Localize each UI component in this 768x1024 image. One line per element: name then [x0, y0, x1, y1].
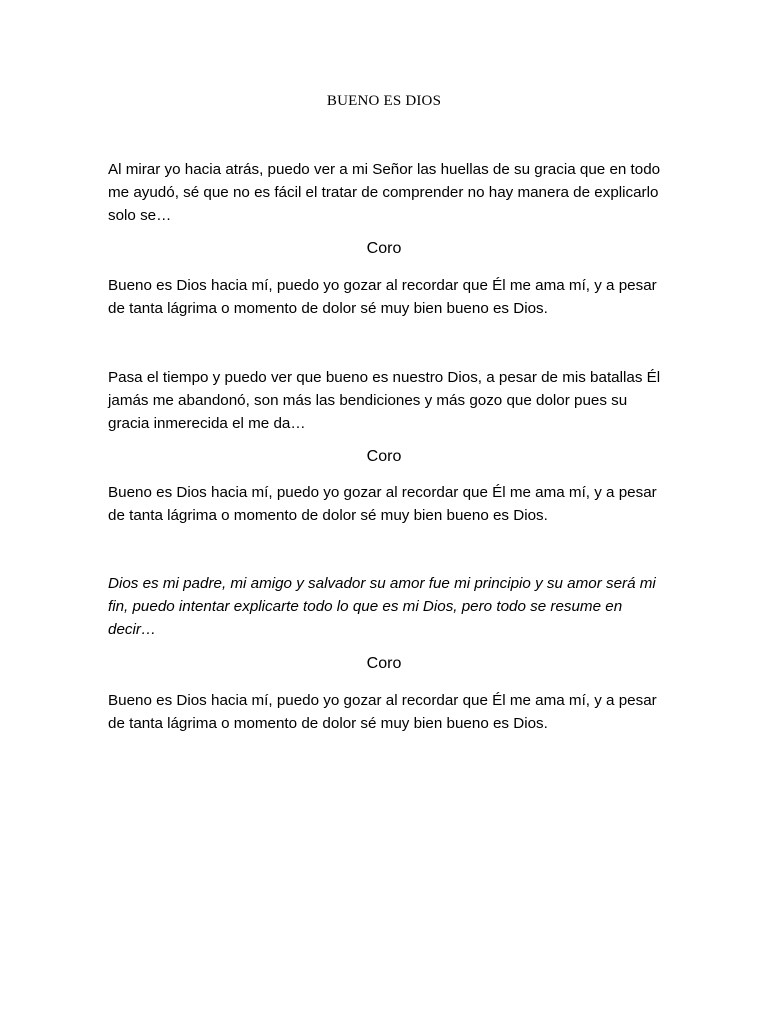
chorus-heading-2: Coro — [366, 448, 402, 465]
chorus-heading-1: Coro — [366, 240, 402, 257]
chorus-1: Bueno es Dios hacia mí, puedo yo gozar al recordar que Él me ama mí, y a pesar de tanta lágrima o momento de dolor sé muy bien bueno es Dios. — [108, 277, 657, 317]
verse-2: Pasa el tiempo y puedo ver que bueno es nuestro Dios, a pesar de mis batallas Él jamás me abandonó, son más las bendiciones y más gozo que dolor pues su gracia inmerecida el me da… — [108, 369, 661, 432]
verse-3: Dios es mi padre, mi amigo y salvador su amor fue mi principio y su amor será mi fin, puedo intentar explicarte todo lo que es mi Dios, pero todo se resume en decir… — [108, 575, 656, 638]
chorus-2: Bueno es Dios hacia mí, puedo yo gozar al recordar que Él me ama mí, y a pesar de tanta lágrima o momento de dolor sé muy bien bueno es Dios. — [108, 484, 657, 524]
chorus-3: Bueno es Dios hacia mí, puedo yo gozar al recordar que Él me ama mí, y a pesar de tanta lágrima o momento de dolor sé muy bien bueno es Dios. — [108, 692, 657, 732]
song-title: BUENO ES DIOS — [326, 93, 442, 109]
verse-1: Al mirar yo hacia atrás, puedo ver a mi Señor las huellas de su gracia que en todo me ayudó, sé que no es fácil el tratar de comprender no hay manera de explicarlo solo se… — [108, 161, 661, 224]
chorus-heading-3: Coro — [366, 655, 402, 672]
